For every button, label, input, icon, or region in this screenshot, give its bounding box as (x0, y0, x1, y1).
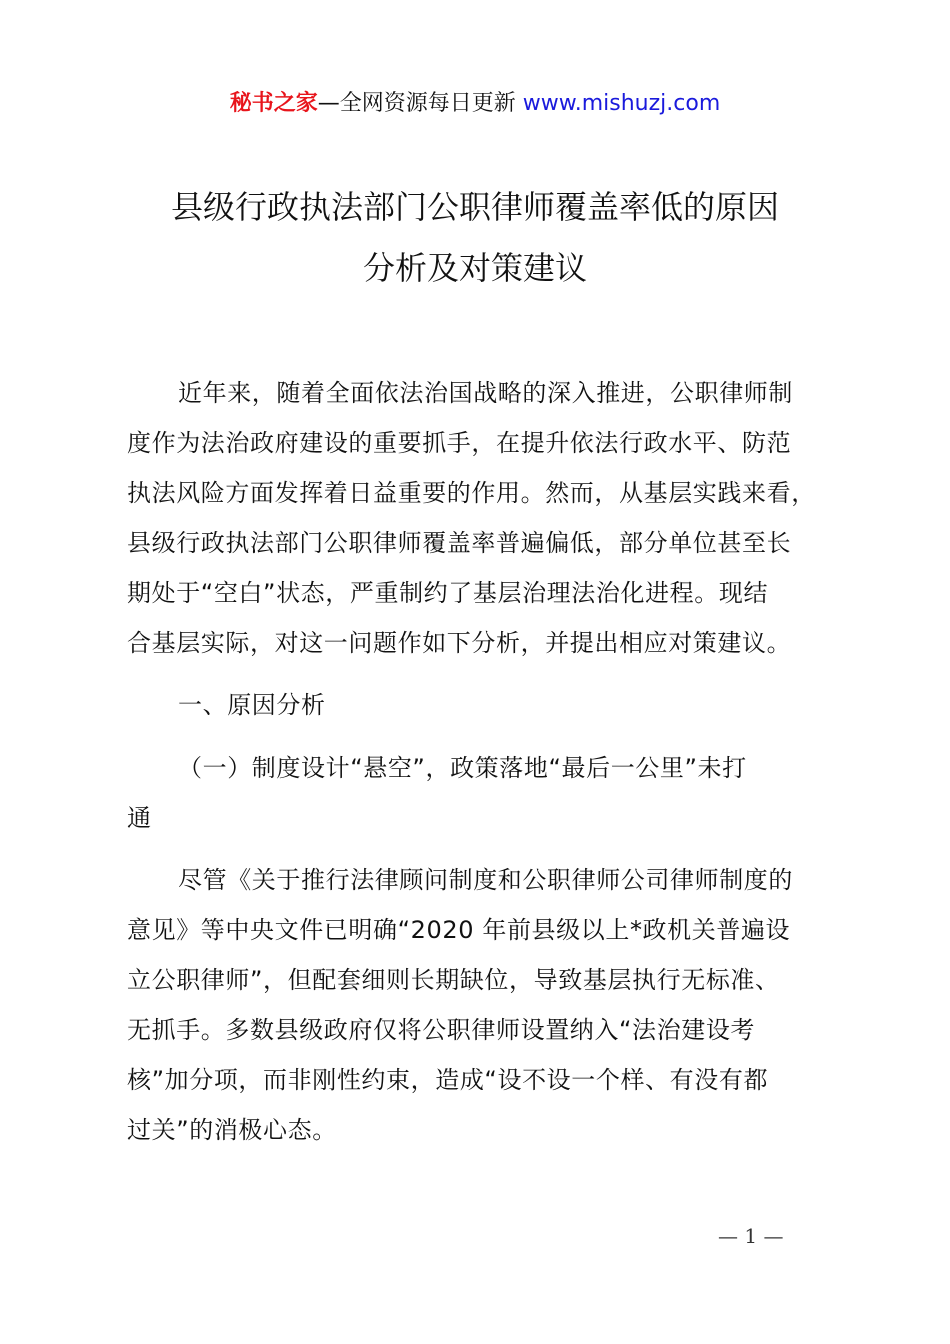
page-number: — 1 — (718, 1224, 784, 1248)
paragraph-line: 意见》等中央文件已明确“2020 年前县级以上*政机关普遍设 (127, 916, 791, 944)
section-heading: 一、原因分析 (178, 691, 326, 719)
paragraph-line: 度作为法治政府建设的重要抓手，在提升依法行政水平、防范 (127, 429, 792, 457)
document-title-line-2: 分析及对策建议 (362, 249, 587, 287)
subsection-heading: （一）制度设计“悬空”，政策落地“最后一公里”未打 (178, 754, 747, 782)
paragraph-line: 近年来，随着全面依法治国战略的深入推进，公职律师制 (178, 379, 793, 407)
paragraph-line: 县级行政执法部门公职律师覆盖率普遍偏低，部分单位甚至长 (127, 529, 792, 557)
paragraph-line: 立公职律师”，但配套细则长期缺位，导致基层执行无标准、 (127, 966, 780, 994)
paragraph-line: 期处于“空白”状态，严重制约了基层治理法治化进程。现结 (127, 579, 769, 607)
paragraph-line: 过关”的消极心态。 (127, 1116, 337, 1144)
paragraph-line: 无抓手。多数县级政府仅将公职律师设置纳入“法治建设考 (127, 1016, 756, 1044)
paragraph-line: 尽管《关于推行法律顾问制度和公职律师公司律师制度的 (178, 866, 793, 894)
banner-tagline: —全网资源每日更新 (317, 91, 516, 116)
subsection-heading-continued: 通 (127, 804, 152, 832)
paragraph-line: 合基层实际，对这一问题作如下分析，并提出相应对策建议。 (127, 629, 792, 657)
paragraph-line: 执法风险方面发挥着日益重要的作用。然而，从基层实践来看， (127, 479, 816, 507)
site-url-link[interactable]: www.mishuzj.com (522, 91, 721, 116)
brand-name: 秘书之家 (229, 91, 318, 116)
document-title-line-1: 县级行政执法部门公职律师覆盖率低的原因 (170, 188, 779, 226)
paragraph-line: 核”加分项，而非刚性约束，造成“设不设一个样、有没有都 (127, 1066, 769, 1094)
site-banner (0, 88, 950, 120)
